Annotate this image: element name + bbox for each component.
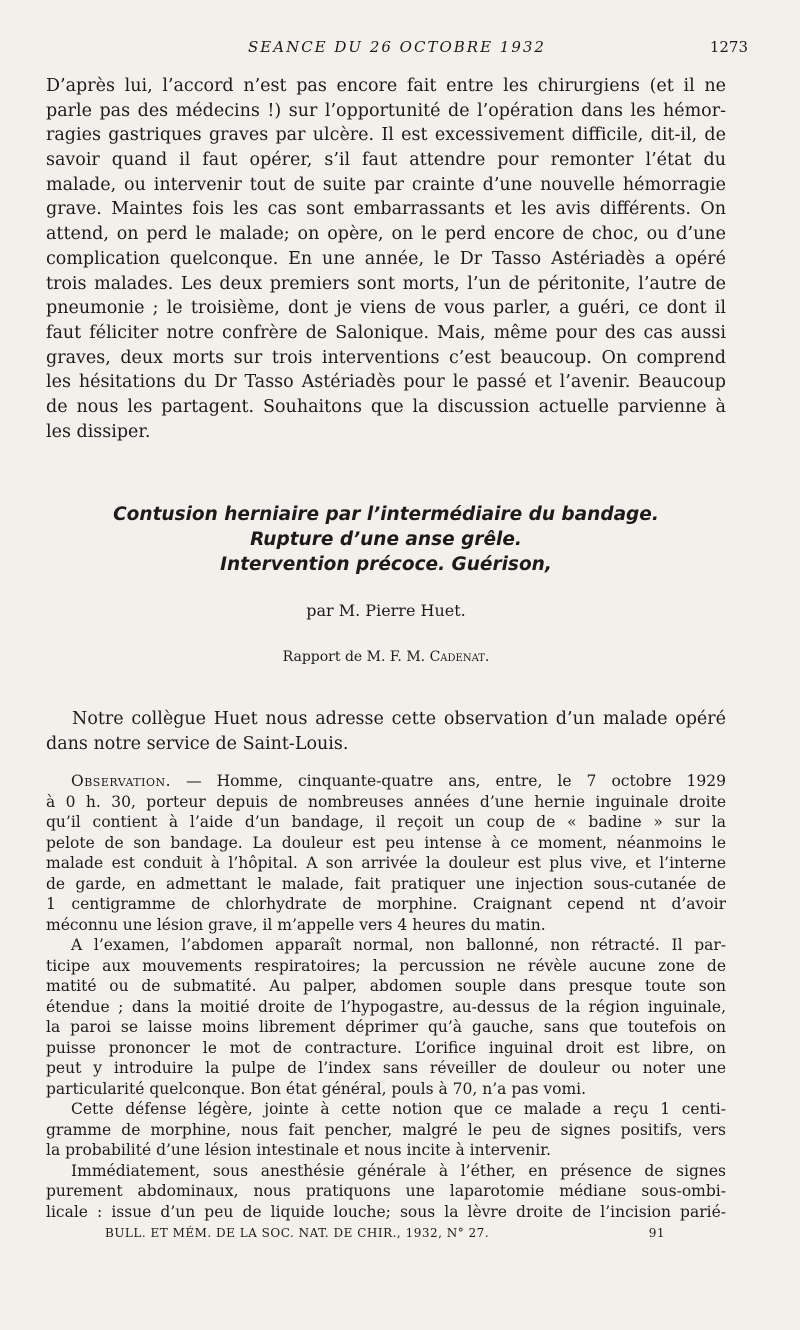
text-line: pelote de son bandage. La douleur est peu intense à ce moment, néanmoins le bbox=[46, 833, 726, 852]
text-line: ticipe aux mouvements respiratoires; la percussion ne révèle aucune zone de bbox=[46, 956, 726, 975]
page-header bbox=[46, 38, 748, 60]
text-line: puisse prononcer le mot de contracture. L’orifice inguinal droit est libre, on bbox=[46, 1038, 726, 1057]
text-line: la paroi se laisse moins librement déprimer qu’à gauche, sans que toutefois on bbox=[46, 1018, 726, 1036]
text-line: les hésitations du Dr Tasso Astériadès pour le passé et l’avenir. Beaucoup bbox=[46, 372, 726, 393]
text-line: peut y introduire la pulpe de l’index sans réveiller de douleur ou noter une bbox=[46, 1059, 726, 1077]
rapport-line bbox=[46, 649, 726, 665]
title-line: Intervention précoce. Guérison, bbox=[220, 554, 552, 575]
article-byline: par M. Pierre Huet. bbox=[306, 601, 466, 620]
title-line: Rupture d’une anse grêle. bbox=[250, 529, 522, 550]
journal-reference: BULL. ET MÉM. DE LA SOC. NAT. DE CHIR., 1932, N° 27. bbox=[105, 1226, 490, 1240]
text-line: malade, ou intervenir tout de suite par crainte d’une nouvelle hémorragie bbox=[46, 174, 726, 195]
observation-label: Observation. bbox=[71, 772, 172, 790]
text-line: attend, on perd le malade; on opère, on le perd encore de choc, ou d’une bbox=[46, 224, 726, 245]
text-line: savoir quand il faut opérer, s’il faut attendre pour remonter l’état du bbox=[46, 150, 726, 171]
text-line: les dissiper. bbox=[46, 421, 151, 442]
rapport-name: Cadenat. bbox=[429, 649, 490, 665]
text-line: D’après lui, l’accord n’est pas encore fait entre les chirurgiens (et il ne bbox=[46, 76, 726, 96]
page-number: 1273 bbox=[709, 38, 748, 56]
text-line: méconnu une lésion grave, il m’appelle vers 4 heures du matin. bbox=[46, 915, 546, 934]
page-footer bbox=[105, 1226, 665, 1240]
text-line: dans notre service de Saint-Louis. bbox=[46, 734, 349, 754]
text-line: graves, deux morts sur trois interventions c’est beaucoup. On comprend bbox=[46, 347, 726, 368]
text-line: Immédiatement, sous anesthésie générale à l’éther, en présence de signes bbox=[71, 1161, 726, 1180]
title-line: Contusion herniaire par l’intermédiaire du bandage. bbox=[113, 504, 659, 525]
text-line: particularité quelconque. Bon état général, pouls à 70, n’a pas vomi. bbox=[46, 1079, 587, 1098]
text-line: pneumonie ; le troisième, dont je viens de vous parler, a guéri, ce dont il bbox=[46, 298, 726, 319]
text-line: purement abdominaux, nous pratiquons une laparotomie médiane sous-ombi- bbox=[46, 1182, 726, 1200]
article-title bbox=[46, 502, 726, 577]
text-line: de nous les partagent. Souhaitons que la discussion actuelle parvienne à bbox=[46, 396, 726, 417]
observation-first-line-text: — Homme, cinquante-quatre ans, entre, le 7 octobre 1929 bbox=[171, 772, 726, 790]
text-line: qu’il contient à l’aide d’un bandage, il reçoit un coup de « badine » sur la bbox=[46, 813, 726, 831]
text-line: complication quelconque. En une année, le Dr Tasso Astériadès a opéré bbox=[46, 248, 726, 269]
text-line: étendue ; dans la moitié droite de l’hypogastre, au-dessus de la région inguinale, bbox=[46, 997, 726, 1016]
footer-folio: 91 bbox=[648, 1226, 665, 1240]
text-line: parle pas des médecins !) sur l’opportunité de l’opération dans les hémor- bbox=[46, 100, 726, 121]
text-line: malade est conduit à l’hôpital. A son arrivée la douleur est plus vive, et l’interne bbox=[46, 854, 726, 872]
text-line: gramme de morphine, nous fait pencher, malgré le peu de signes positifs, vers bbox=[46, 1120, 726, 1139]
body-paragraph bbox=[46, 707, 726, 757]
text-line: Cette défense légère, jointe à cette notion que ce malade a reçu 1 centi- bbox=[71, 1100, 726, 1118]
text-line: à 0 h. 30, porteur depuis de nombreuses années d’une hernie inguinale droite bbox=[46, 792, 726, 811]
rapport-prefix: Rapport de M. F. M. bbox=[282, 649, 430, 665]
text-line: la probabilité d’une lésion intestinale et nous incite à intervenir. bbox=[46, 1141, 551, 1159]
text-line: 1 centigramme de chlorhydrate de morphine. Craignant cepend nt d’avoir bbox=[46, 895, 726, 913]
text-line: grave. Maintes fois les cas sont embarrassants et les avis différents. On bbox=[46, 199, 726, 220]
running-head: SEANCE DU 26 OCTOBRE 1932 bbox=[248, 38, 546, 56]
text-line: A l’examen, l’abdomen apparaît normal, non ballonné, non rétracté. Il par- bbox=[71, 936, 726, 954]
text-line: de garde, en admettant le malade, fait pratiquer une injection sous-cutanée de bbox=[46, 874, 726, 893]
text-line: faut féliciter notre confrère de Salonique. Mais, même pour des cas aussi bbox=[46, 322, 726, 343]
text-line: licale : issue d’un peu de liquide louche; sous la lèvre droite de l’incision parié- bbox=[46, 1202, 726, 1221]
text-line: ragies gastriques graves par ulcère. Il est excessivement difficile, dit-il, de bbox=[46, 125, 726, 146]
text-line: trois malades. Les deux premiers sont morts, l’un de péritonite, l’autre de bbox=[46, 273, 726, 294]
text-line: matité ou de submatité. Au palper, abdomen souple dans presque toute son bbox=[46, 977, 726, 995]
text-line: Notre collègue Huet nous adresse cette observation d’un malade opéré bbox=[72, 709, 726, 729]
intro-paragraph bbox=[46, 74, 726, 444]
observation-first-line bbox=[46, 771, 726, 792]
observation-section bbox=[46, 771, 726, 1222]
